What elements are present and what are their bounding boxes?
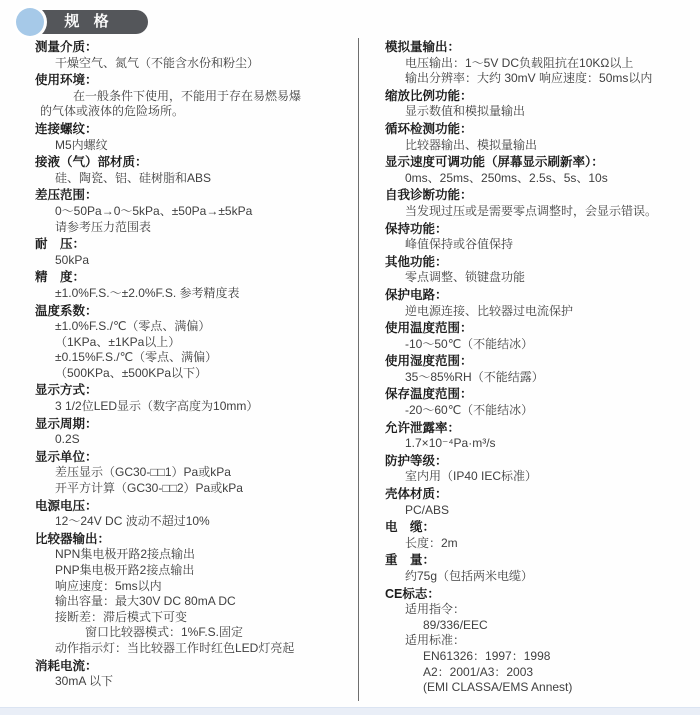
spec-label: 耐 压： <box>35 237 86 252</box>
spec-label: 接液（气）部材质： <box>35 155 148 170</box>
spec-label: 测量介质： <box>35 40 98 54</box>
spec-value-line: PC/ABS <box>405 502 450 517</box>
spec-section <box>385 387 696 418</box>
spec-value-line: 差压显示（GC30-□□1）Pa或kPa <box>55 465 231 480</box>
spec-value-line: 50kPa <box>55 252 90 267</box>
spec-section <box>35 122 352 153</box>
left-column <box>0 38 358 703</box>
spec-section <box>385 354 696 385</box>
spec-section <box>385 553 696 584</box>
spec-value-line: （1KPa、±1KPa以上） <box>55 334 181 349</box>
spec-value-line: ±1.0%F.S./℃（零点、满偏） <box>55 319 211 334</box>
section-title-pill <box>30 10 148 34</box>
page-title: 规 格 <box>64 13 114 30</box>
spec-value-line: 0～50Pa→0～5kPa、±50Pa→±5kPa <box>55 203 253 218</box>
spec-section <box>385 122 696 153</box>
spec-value-line: 的气体或液体的危险场所。 <box>40 104 185 119</box>
right-column <box>359 38 700 703</box>
spec-value-line: NPN集电极开路2接点输出 <box>55 547 196 562</box>
spec-value-line: 窗口比较器模式：1%F.S.固定 <box>85 625 244 640</box>
spec-section <box>35 659 352 690</box>
spec-section <box>35 304 352 382</box>
spec-value-line: A2：2001/A3：2003 <box>423 664 534 679</box>
spec-section <box>35 270 352 301</box>
spec-value-line: 35～85%RH（不能结露） <box>405 369 544 384</box>
spec-section <box>35 417 352 448</box>
spec-value-line: 零点调整、锁键盘功能 <box>405 270 526 285</box>
spec-label: 防护等级： <box>385 453 448 468</box>
spec-section <box>35 237 352 268</box>
spec-value-line: 12～24V DC 波动不超过10% <box>55 514 210 529</box>
spec-section <box>35 155 352 186</box>
spec-label: 允许泄露率： <box>385 420 461 435</box>
spec-label: 差压范围： <box>35 188 98 203</box>
spec-value-line: 开平方计算（GC30-□□2）Pa或kPa <box>55 481 243 496</box>
footer-bar <box>0 707 700 715</box>
spec-value-line: 约75g（包括两米电缆） <box>405 569 534 583</box>
spec-label: 自我诊断功能： <box>385 188 473 203</box>
spec-value-line: 显示数值和模拟量输出 <box>405 104 526 119</box>
spec-label: 保存温度范围： <box>385 387 473 402</box>
spec-value-line: 30mA 以下 <box>55 674 114 689</box>
spec-section <box>385 520 696 551</box>
spec-section <box>385 487 696 518</box>
spec-label: 显示周期： <box>35 416 98 431</box>
spec-label: 保护电路： <box>385 287 448 302</box>
spec-value-line: 当发现过压或是需要零点调整时，会显示错误。 <box>405 203 658 218</box>
spec-section <box>35 450 352 497</box>
spec-value-line: 硅、陶瓷、铝、硅树脂和ABS <box>55 170 212 185</box>
spec-value-line: 接断差：滞后模式下可变 <box>55 609 188 624</box>
spec-value-line: M5内螺纹 <box>55 137 108 152</box>
spec-section <box>35 499 352 530</box>
spec-label: 比较器输出： <box>35 531 111 546</box>
spec-label: 显示单位： <box>35 449 98 464</box>
spec-value-line: 适用标准： <box>405 633 466 648</box>
spec-label: 壳体材质： <box>385 487 448 502</box>
spec-section <box>385 155 696 186</box>
spec-section <box>385 421 696 452</box>
spec-value-line: （500KPa、±500KPa以下） <box>55 365 207 380</box>
spec-label: 使用温度范围： <box>385 321 473 336</box>
spec-value-line: 输出分辨率：大约 30mV 响应速度：50ms以内 <box>405 71 653 86</box>
spec-section <box>385 454 696 485</box>
spec-label: 缩放比例功能： <box>385 88 473 103</box>
spec-label: 电 缆： <box>385 520 436 535</box>
spec-section <box>385 89 696 120</box>
spec-label: 精 度： <box>35 270 86 285</box>
spec-section <box>35 73 352 120</box>
spec-section <box>385 288 696 319</box>
spec-value-line: 1.7×10⁻⁴Pa·m³/s <box>405 436 496 451</box>
spec-value-line: -10～50℃（不能结冰） <box>405 336 534 351</box>
spec-label: 消耗电流： <box>35 658 98 673</box>
spec-label: 连接螺纹： <box>35 121 98 136</box>
spec-value-line: 0ms、25ms、250ms、2.5s、5s、10s <box>405 170 608 185</box>
spec-value-line: 长度：2m <box>405 535 458 550</box>
spec-value-line: 请参考压力范围表 <box>55 219 152 234</box>
spec-label: 重 量： <box>385 553 436 568</box>
spec-value-line: PNP集电极开路2接点输出 <box>55 563 195 577</box>
spec-label: 使用湿度范围： <box>385 354 473 369</box>
spec-value-line: 动作指示灯：当比较器工作时红色LED灯亮起 <box>55 640 295 655</box>
spec-value-line: 0.2S <box>55 432 80 447</box>
spec-value-line: 比较器输出、模拟量输出 <box>405 137 538 152</box>
spec-label: 电源电压： <box>35 498 98 513</box>
spec-section <box>385 40 696 87</box>
spec-value-line: EN61326：1997：1998 <box>423 648 551 663</box>
spec-label: 温度系数： <box>35 303 98 318</box>
spec-value-line: 89/336/EEC <box>423 617 488 632</box>
spec-label: 模拟量输出： <box>385 40 461 54</box>
bullet-circle-icon <box>16 8 44 36</box>
spec-value-line: 适用指令： <box>405 602 466 617</box>
spec-value-line: (EMI CLASSA/EMS Annest) <box>423 680 573 695</box>
spec-value-line: 在一般条件下使用，不能用于存在易燃易爆 <box>73 88 302 103</box>
spec-label: 保持功能： <box>385 221 448 236</box>
spec-value-line: 室内用（IP40 IEC标准） <box>405 469 538 484</box>
spec-columns <box>0 38 700 703</box>
spec-value-line: ±0.15%F.S./℃（零点、满偏） <box>55 350 218 365</box>
spec-value-line: 响应速度：5ms以内 <box>55 578 162 593</box>
spec-value-line: -20～60℃（不能结冰） <box>405 403 534 418</box>
spec-section <box>385 255 696 286</box>
spec-value-line: 输出容量：最大30V DC 80mA DC <box>55 594 236 609</box>
spec-label: 循环检测功能： <box>385 121 473 136</box>
spec-section <box>35 532 352 657</box>
spec-label: 显示方式： <box>35 383 98 398</box>
spec-value-line: 逆电源连接、比较器过电流保护 <box>405 303 574 318</box>
spec-label: 其他功能： <box>385 254 448 269</box>
spec-section <box>385 587 696 696</box>
spec-section <box>385 222 696 253</box>
spec-value-line: 峰值保持或谷值保持 <box>405 237 514 252</box>
spec-label: 显示速度可调功能（屏幕显示刷新率）： <box>385 155 604 170</box>
spec-value-line: 3 1/2位LED显示（数字高度为10mm） <box>55 399 259 414</box>
spec-label: 使用环境： <box>35 73 98 88</box>
spec-section <box>35 383 352 414</box>
spec-section <box>35 188 352 235</box>
spec-label: CE标志： <box>385 586 440 601</box>
section-header-banner <box>16 8 156 36</box>
spec-section <box>385 188 696 219</box>
spec-section <box>35 40 352 71</box>
spec-value-line: ±1.0%F.S.～±2.0%F.S. 参考精度表 <box>55 285 240 300</box>
spec-value-line: 干燥空气、氮气（不能含水份和粉尘） <box>55 55 260 70</box>
spec-value-line: 电压输出：1～5V DC负载阻抗在10KΩ以上 <box>405 55 634 70</box>
spec-section <box>385 321 696 352</box>
